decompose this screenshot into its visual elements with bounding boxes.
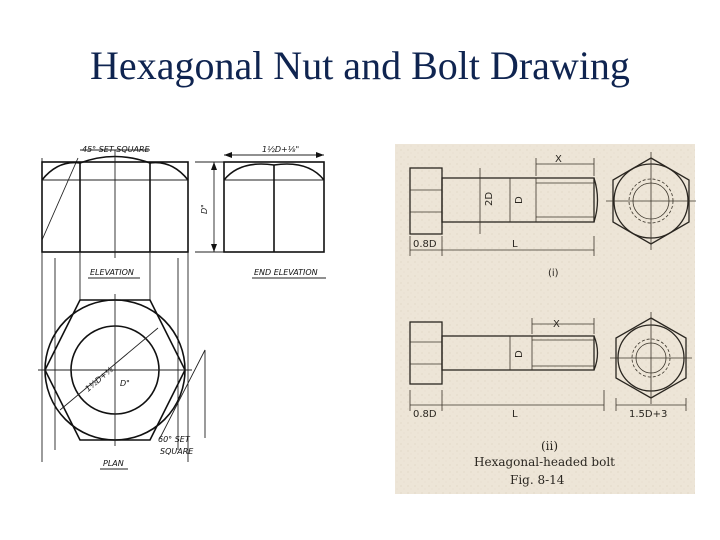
nut-width-dim: 1½D+⅛" (262, 145, 300, 154)
bolt-i-dim-2d: 2D (484, 191, 495, 206)
bolt-ii-dim-x: X (553, 319, 560, 330)
set-square-45-label: 45° SET SQUARE (82, 145, 150, 154)
nut-height-dim: D" (200, 204, 209, 214)
bolt-ii-dim-d: D (514, 350, 525, 358)
plan-label: PLAN (103, 459, 124, 468)
page-title: Hexagonal Nut and Bolt Drawing (90, 43, 630, 88)
set-square-60-label-1: 60° SET (158, 435, 190, 444)
set-square-60-label-2: SQUARE (160, 447, 194, 456)
bolt-i-dim-l: L (512, 239, 518, 250)
plan-inner-dia-dim: D" (120, 379, 130, 388)
bolt-ii-label: (ii) (541, 439, 559, 453)
end-elevation-label: END ELEVATION (254, 268, 318, 277)
bolt-i-dim-d: D (514, 196, 525, 204)
figure-number: Fig. 8-14 (510, 473, 565, 487)
bolt-ii-dim-15d: 1.5D+3 (629, 409, 668, 420)
bolt-i-dim-08d: 0.8D (413, 239, 437, 250)
bolt-i-label: (i) (548, 268, 559, 279)
elevation-label: ELEVATION (90, 268, 134, 277)
bolt-i-dim-x: X (555, 154, 562, 165)
figure-caption: Hexagonal-headed bolt (474, 455, 615, 469)
bolt-ii-dim-l: L (512, 409, 518, 420)
bolt-ii-dim-08d: 0.8D (413, 409, 437, 420)
plan-outer-dia-dim: 1½D+⅛ (83, 365, 115, 394)
